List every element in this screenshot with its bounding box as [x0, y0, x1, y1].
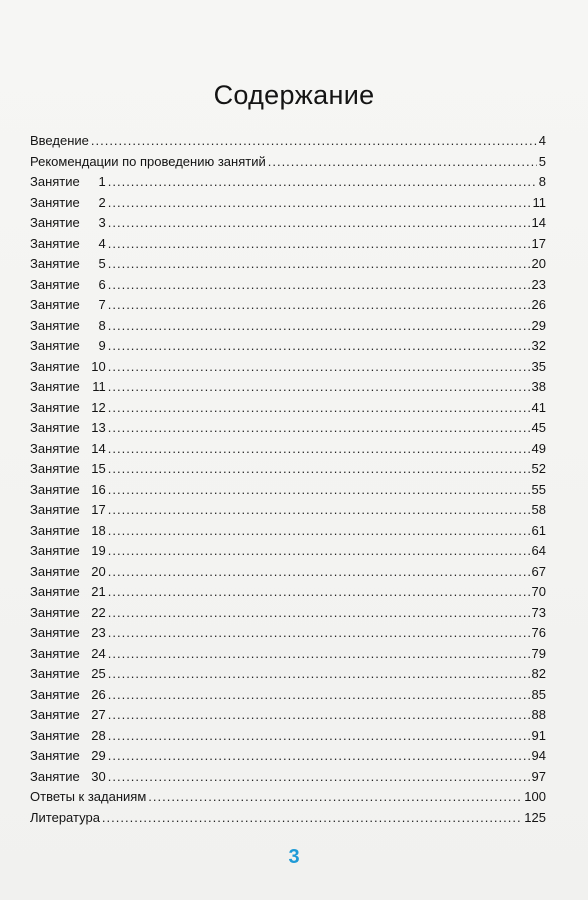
dot-leader — [108, 623, 530, 644]
toc-entry-number: 30 — [91, 768, 106, 784]
dot-leader — [108, 439, 530, 460]
toc-entry-page: 100 — [524, 789, 546, 804]
toc-entry — [30, 808, 546, 829]
toc-entry-label: Рекомендации по проведению занятий — [30, 153, 266, 169]
toc-entry-label: Занятие — [30, 543, 80, 558]
toc-entry-label: Занятие — [30, 440, 80, 456]
toc-entry-number: 18 — [91, 522, 106, 538]
toc-entry-number: 11 — [92, 379, 106, 394]
toc-entry-number: 14 — [91, 440, 106, 456]
dot-leader — [108, 685, 530, 706]
toc-entry-number: 29 — [91, 748, 106, 763]
toc-entry-number: 6 — [98, 276, 106, 292]
toc-entry-number: 20 — [91, 563, 106, 579]
toc-entry — [30, 623, 546, 644]
toc-entry-page: 70 — [531, 584, 546, 599]
dot-leader — [108, 541, 530, 562]
toc-entry — [30, 275, 546, 296]
toc-entry-page: 64 — [531, 543, 546, 558]
toc-entry-number: 19 — [91, 543, 106, 558]
table-of-contents — [30, 131, 546, 828]
toc-entry-number: 3 — [98, 215, 106, 230]
dot-leader — [268, 152, 537, 173]
toc-entry-number: 27 — [91, 707, 106, 722]
toc-entry-label: Занятие — [30, 174, 80, 189]
toc-entry-number: 1 — [98, 174, 106, 189]
toc-entry-label: Занятие — [30, 625, 80, 640]
toc-entry-page: 73 — [531, 604, 546, 620]
toc-entry-label: Занятие — [30, 707, 80, 722]
toc-entry — [30, 582, 546, 603]
toc-entry-label: Занятие — [30, 502, 80, 517]
dot-leader — [108, 193, 531, 214]
toc-entry-label: Занятие — [30, 686, 80, 702]
toc-entry — [30, 152, 546, 173]
dot-leader — [108, 357, 530, 378]
toc-entry — [30, 295, 546, 316]
toc-entry-page: 94 — [531, 748, 546, 763]
toc-entry-page: 85 — [531, 686, 546, 702]
toc-entry-label: Занятие — [30, 768, 80, 784]
toc-entry-page: 38 — [531, 379, 546, 394]
toc-entry-number: 22 — [91, 604, 106, 620]
dot-leader — [108, 377, 530, 398]
toc-entry-page: 23 — [531, 276, 546, 292]
toc-entry-label: Занятие — [30, 256, 80, 271]
toc-entry — [30, 562, 546, 583]
dot-leader — [108, 254, 530, 275]
toc-entry — [30, 131, 546, 152]
toc-entry-label: Занятие — [30, 194, 80, 210]
toc-entry-page: 49 — [531, 440, 546, 456]
toc-entry-page: 20 — [531, 256, 546, 271]
toc-entry — [30, 193, 546, 214]
toc-entry-page: 41 — [531, 399, 546, 415]
toc-entry-label: Занятие — [30, 461, 80, 476]
toc-entry-label: Занятие — [30, 604, 80, 620]
toc-entry — [30, 480, 546, 501]
toc-entry-page: 88 — [531, 707, 546, 722]
toc-entry — [30, 172, 546, 193]
toc-entry-page: 97 — [531, 768, 546, 784]
toc-entry — [30, 685, 546, 706]
page-title: Содержание — [213, 80, 375, 111]
toc-entry-number: 10 — [91, 358, 106, 374]
toc-entry-number: 13 — [91, 420, 106, 435]
dot-leader — [108, 726, 530, 747]
dot-leader — [108, 336, 530, 357]
toc-entry-label: Занятие — [30, 215, 80, 230]
toc-entry-number: 17 — [91, 502, 106, 517]
toc-entry — [30, 316, 546, 337]
toc-entry — [30, 726, 546, 747]
toc-entry — [30, 644, 546, 665]
toc-entry-page: 91 — [531, 727, 546, 743]
toc-entry-number: 21 — [91, 584, 106, 599]
toc-entry-page: 58 — [531, 502, 546, 517]
toc-entry-label: Занятие — [30, 666, 80, 681]
toc-entry-page: 5 — [538, 153, 546, 169]
toc-entry-page: 61 — [531, 522, 546, 538]
toc-entry-label: Занятие — [30, 358, 80, 374]
toc-entry-label: Занятие — [30, 338, 80, 353]
toc-entry — [30, 213, 546, 234]
dot-leader — [108, 562, 530, 583]
toc-entry-number: 28 — [91, 727, 106, 743]
toc-entry-page: 79 — [531, 645, 546, 661]
dot-leader — [108, 234, 530, 255]
toc-entry-label: Занятие — [30, 481, 80, 497]
toc-entry-page: 4 — [538, 133, 546, 148]
toc-entry-label: Занятие — [30, 297, 80, 312]
toc-entry-page: 8 — [538, 174, 546, 189]
toc-entry-page: 32 — [531, 338, 546, 353]
toc-entry-label: Введение — [30, 133, 89, 148]
toc-entry-page: 52 — [531, 461, 546, 476]
toc-entry-number: 8 — [98, 317, 106, 333]
toc-entry-number: 16 — [91, 481, 106, 497]
toc-entry — [30, 459, 546, 480]
toc-entry-number: 4 — [98, 235, 106, 251]
toc-entry-label: Занятие — [30, 645, 80, 661]
dot-leader — [91, 131, 537, 152]
toc-entry-label: Занятие — [30, 379, 80, 394]
toc-entry — [30, 418, 546, 439]
toc-entry-label: Занятие — [30, 748, 80, 763]
toc-entry — [30, 234, 546, 255]
toc-entry-number: 15 — [91, 461, 106, 476]
toc-entry — [30, 541, 546, 562]
toc-entry-label: Занятие — [30, 420, 80, 435]
toc-entry-number: 5 — [98, 256, 106, 271]
dot-leader — [108, 521, 530, 542]
dot-leader — [108, 480, 530, 501]
dot-leader — [108, 603, 530, 624]
toc-entry-page: 35 — [531, 358, 546, 374]
toc-entry-number: 23 — [91, 625, 106, 640]
toc-entry-number: 7 — [98, 297, 106, 312]
dot-leader — [102, 808, 522, 829]
toc-entry — [30, 336, 546, 357]
toc-entry-number: 26 — [91, 686, 106, 702]
toc-entry — [30, 377, 546, 398]
toc-entry-label: Занятие — [30, 584, 80, 599]
toc-entry — [30, 500, 546, 521]
toc-entry — [30, 787, 546, 808]
dot-leader — [108, 705, 530, 726]
dot-leader — [108, 746, 530, 767]
toc-entry-label: Занятие — [30, 235, 80, 251]
dot-leader — [108, 295, 530, 316]
toc-entry-page: 76 — [531, 625, 546, 640]
toc-entry-label: Ответы к заданиям — [30, 789, 147, 804]
toc-entry-label: Занятие — [30, 276, 80, 292]
toc-entry — [30, 398, 546, 419]
toc-entry-page: 17 — [531, 235, 546, 251]
toc-entry-label: Занятие — [30, 563, 80, 579]
toc-entry — [30, 439, 546, 460]
toc-entry-label: Занятие — [30, 522, 80, 538]
dot-leader — [108, 767, 530, 788]
dot-leader — [108, 398, 530, 419]
toc-entry-page: 55 — [531, 481, 546, 497]
dot-leader — [108, 418, 530, 439]
toc-entry — [30, 746, 546, 767]
dot-leader — [108, 316, 530, 337]
toc-entry-page: 67 — [531, 563, 546, 579]
dot-leader — [108, 459, 530, 480]
toc-entry — [30, 767, 546, 788]
toc-entry-label: Литература — [30, 809, 100, 825]
dot-leader — [108, 213, 530, 234]
toc-entry — [30, 254, 546, 275]
page-number: 3 — [288, 846, 300, 868]
dot-leader — [108, 172, 537, 193]
toc-entry-page: 45 — [531, 420, 546, 435]
toc-entry-page: 82 — [531, 666, 546, 681]
toc-entry — [30, 521, 546, 542]
toc-entry-label: Занятие — [30, 727, 80, 743]
dot-leader — [108, 644, 530, 665]
toc-entry-page: 14 — [531, 215, 546, 230]
toc-entry-page: 11 — [532, 194, 546, 210]
toc-entry-number: 9 — [98, 338, 106, 353]
dot-leader — [148, 787, 522, 808]
toc-entry-number: 25 — [91, 666, 106, 681]
dot-leader — [108, 664, 530, 685]
toc-entry — [30, 705, 546, 726]
toc-entry-label: Занятие — [30, 317, 80, 333]
dot-leader — [108, 275, 530, 296]
toc-entry — [30, 664, 546, 685]
dot-leader — [108, 582, 530, 603]
toc-entry-number: 2 — [98, 194, 106, 210]
toc-entry-number: 12 — [91, 399, 106, 415]
toc-entry — [30, 357, 546, 378]
toc-entry-number: 24 — [91, 645, 106, 661]
toc-entry-label: Занятие — [30, 399, 80, 415]
dot-leader — [108, 500, 530, 521]
toc-entry-page: 125 — [524, 809, 546, 825]
toc-entry-page: 29 — [531, 317, 546, 333]
toc-entry — [30, 603, 546, 624]
toc-entry-page: 26 — [531, 297, 546, 312]
